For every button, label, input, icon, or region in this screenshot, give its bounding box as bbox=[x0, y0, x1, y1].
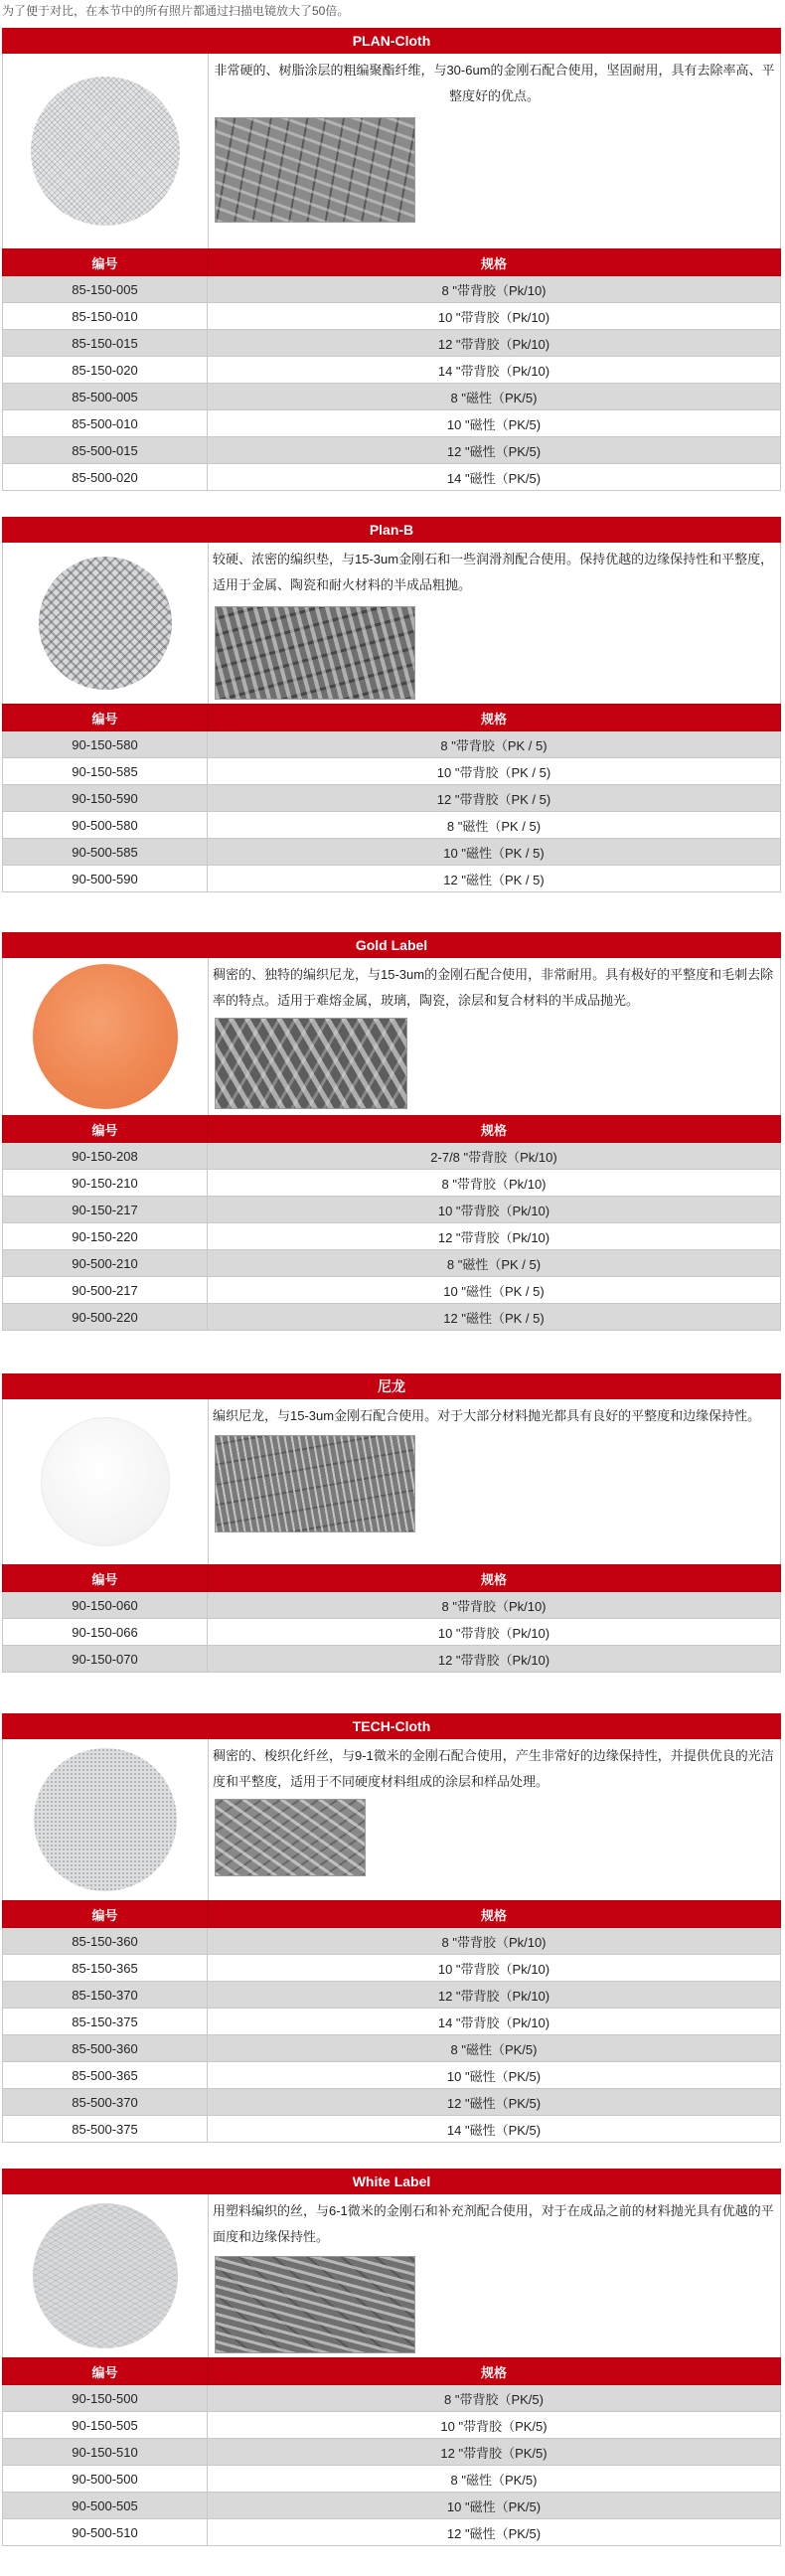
product-spec: 10 "磁性（PK/5) bbox=[208, 2062, 781, 2089]
table-row bbox=[3, 1619, 781, 1646]
product-spec: 8 "带背胶（PK / 5) bbox=[208, 731, 781, 758]
table-row bbox=[3, 866, 781, 892]
product-spec: 10 "带背胶（Pk/10) bbox=[208, 1197, 781, 1223]
product-description-cell bbox=[209, 1399, 780, 1564]
table-row bbox=[3, 2009, 781, 2035]
table-row bbox=[3, 1304, 781, 1331]
table-row bbox=[3, 2412, 781, 2439]
product-spec: 8 "带背胶（Pk/10) bbox=[208, 1928, 781, 1955]
sem-micrograph bbox=[215, 117, 415, 223]
table-row bbox=[3, 384, 781, 410]
product-code: 85-150-005 bbox=[3, 276, 208, 303]
product-description: 编织尼龙，与15-3um金刚石配合使用。对于大部分材料抛光都具有良好的平整度和边缘保持性。 bbox=[213, 1408, 761, 1423]
polishing-pad-image bbox=[39, 557, 172, 690]
table-row bbox=[3, 1223, 781, 1250]
product-title: White Label bbox=[2, 2169, 781, 2194]
product-image-cell bbox=[3, 543, 209, 704]
table-row bbox=[3, 1143, 781, 1170]
polishing-pad-image bbox=[33, 964, 178, 1109]
product-code: 90-500-500 bbox=[3, 2466, 208, 2493]
table-row bbox=[3, 330, 781, 357]
table-row bbox=[3, 2439, 781, 2466]
product-spec: 8 "带背胶（PK/5) bbox=[208, 2385, 781, 2412]
table-row bbox=[3, 2385, 781, 2412]
product-header bbox=[2, 543, 781, 704]
product-header bbox=[2, 2194, 781, 2357]
product-description: 稠密的、梭织化纤丝，与9-1微米的金刚石配合使用，产生非常好的边缘保持性，并提供优良的光洁度和平整度，适用于不同硬度材料组成的涂层和样品处理。 bbox=[213, 1748, 774, 1789]
product-code: 90-150-590 bbox=[3, 785, 208, 812]
product-title: 尼龙 bbox=[2, 1373, 781, 1399]
product-card bbox=[2, 2169, 781, 2546]
table-row bbox=[3, 437, 781, 464]
spec-header: 规格 bbox=[208, 1901, 781, 1928]
spec-header: 规格 bbox=[208, 705, 781, 731]
product-description: 用塑料编织的丝，与6-1微米的金刚石和补充剂配合使用，对于在成品之前的材料抛光具有优越的平面度和边缘保持性。 bbox=[213, 2203, 774, 2244]
table-row bbox=[3, 2466, 781, 2493]
product-spec: 8 "磁性（PK / 5) bbox=[208, 812, 781, 839]
product-code: 90-500-505 bbox=[3, 2493, 208, 2519]
sem-micrograph bbox=[215, 1799, 366, 1876]
code-header: 编号 bbox=[3, 1901, 208, 1928]
sem-micrograph bbox=[215, 1018, 407, 1109]
code-header: 编号 bbox=[3, 1116, 208, 1143]
product-spec: 10 "磁性（PK/5) bbox=[208, 410, 781, 437]
code-header: 编号 bbox=[3, 1565, 208, 1592]
product-code: 90-150-060 bbox=[3, 1592, 208, 1619]
product-description-cell bbox=[209, 958, 780, 1115]
sem-micrograph bbox=[215, 2256, 415, 2353]
product-spec: 8 "带背胶（Pk/10) bbox=[208, 276, 781, 303]
product-description: 非常硬的、树脂涂层的粗编聚酯纤维，与30-6um的金刚石配合使用，坚固耐用，具有去除率高、平整度好的优点。 bbox=[214, 63, 775, 103]
product-header bbox=[2, 54, 781, 248]
product-title: TECH-Cloth bbox=[2, 1713, 781, 1739]
product-spec: 8 "磁性（PK / 5) bbox=[208, 1250, 781, 1277]
product-code: 90-500-510 bbox=[3, 2519, 208, 2546]
product-spec: 8 "磁性（PK/5) bbox=[208, 2035, 781, 2062]
product-spec: 12 "带背胶（Pk/10) bbox=[208, 1646, 781, 1673]
sem-micrograph bbox=[215, 606, 415, 700]
polishing-pad-image bbox=[33, 2203, 178, 2348]
product-spec: 12 "磁性（PK/5) bbox=[208, 2519, 781, 2546]
code-header: 编号 bbox=[3, 2358, 208, 2385]
product-spec: 12 "带背胶（Pk/10) bbox=[208, 1223, 781, 1250]
product-code: 90-150-500 bbox=[3, 2385, 208, 2412]
spec-header: 规格 bbox=[208, 249, 781, 276]
spec-table bbox=[2, 2357, 781, 2546]
product-spec: 14 "磁性（PK/5) bbox=[208, 2116, 781, 2143]
spec-table bbox=[2, 1115, 781, 1331]
table-row bbox=[3, 1197, 781, 1223]
product-spec: 12 "带背胶（Pk/10) bbox=[208, 330, 781, 357]
product-code: 90-500-585 bbox=[3, 839, 208, 866]
product-image-cell bbox=[3, 2194, 209, 2357]
intro-note: 为了便于对比，在本节中的所有照片都通过扫描电镜放大了50倍。 bbox=[2, 4, 350, 18]
code-header: 编号 bbox=[3, 705, 208, 731]
product-code: 90-150-070 bbox=[3, 1646, 208, 1673]
product-code: 90-500-590 bbox=[3, 866, 208, 892]
table-row bbox=[3, 303, 781, 330]
product-spec: 8 "磁性（PK/5) bbox=[208, 2466, 781, 2493]
product-description-cell bbox=[209, 543, 780, 704]
table-row bbox=[3, 1982, 781, 2009]
product-code: 85-150-010 bbox=[3, 303, 208, 330]
product-spec: 10 "带背胶（Pk/10) bbox=[208, 1619, 781, 1646]
product-code: 85-150-370 bbox=[3, 1982, 208, 2009]
product-description: 稠密的、独特的编织尼龙，与15-3um的金刚石配合使用，非常耐用。具有极好的平整度和毛刺去除率的特点。适用于难熔金属，玻璃，陶瓷，涂层和复合材料的半成品抛光。 bbox=[213, 967, 774, 1008]
product-header bbox=[2, 1399, 781, 1564]
product-card bbox=[2, 932, 781, 1331]
product-card bbox=[2, 1373, 781, 1673]
product-card bbox=[2, 1713, 781, 2143]
product-code: 85-500-005 bbox=[3, 384, 208, 410]
product-code: 90-500-210 bbox=[3, 1250, 208, 1277]
table-row bbox=[3, 1592, 781, 1619]
product-code: 85-500-015 bbox=[3, 437, 208, 464]
spec-header: 规格 bbox=[208, 1116, 781, 1143]
product-image-cell bbox=[3, 958, 209, 1115]
product-title: Plan-B bbox=[2, 517, 781, 543]
product-description-cell bbox=[209, 54, 780, 248]
product-code: 90-500-220 bbox=[3, 1304, 208, 1331]
product-code: 85-500-010 bbox=[3, 410, 208, 437]
product-spec: 10 "磁性（PK / 5) bbox=[208, 1277, 781, 1304]
product-code: 90-150-210 bbox=[3, 1170, 208, 1197]
product-spec: 10 "带背胶（Pk/10) bbox=[208, 303, 781, 330]
table-row bbox=[3, 2062, 781, 2089]
table-row bbox=[3, 410, 781, 437]
product-spec: 12 "磁性（PK / 5) bbox=[208, 1304, 781, 1331]
code-header: 编号 bbox=[3, 249, 208, 276]
table-row bbox=[3, 785, 781, 812]
product-code: 90-500-217 bbox=[3, 1277, 208, 1304]
table-row bbox=[3, 1170, 781, 1197]
product-header bbox=[2, 958, 781, 1115]
product-code: 90-150-220 bbox=[3, 1223, 208, 1250]
product-code: 85-500-365 bbox=[3, 2062, 208, 2089]
table-row bbox=[3, 357, 781, 384]
table-row bbox=[3, 2035, 781, 2062]
product-spec: 2-7/8 "带背胶（Pk/10) bbox=[208, 1143, 781, 1170]
table-row bbox=[3, 2116, 781, 2143]
product-code: 85-150-375 bbox=[3, 2009, 208, 2035]
table-row bbox=[3, 839, 781, 866]
product-spec: 8 "带背胶（Pk/10) bbox=[208, 1592, 781, 1619]
product-code: 85-500-020 bbox=[3, 464, 208, 491]
product-code: 85-500-370 bbox=[3, 2089, 208, 2116]
product-spec: 10 "带背胶（PK / 5) bbox=[208, 758, 781, 785]
product-code: 85-500-375 bbox=[3, 2116, 208, 2143]
table-row bbox=[3, 2089, 781, 2116]
product-code: 85-150-365 bbox=[3, 1955, 208, 1982]
sem-micrograph bbox=[215, 1435, 415, 1532]
product-spec: 10 "磁性（PK/5) bbox=[208, 2493, 781, 2519]
product-spec: 12 "磁性（PK/5) bbox=[208, 437, 781, 464]
product-image-cell bbox=[3, 1739, 209, 1900]
product-description: 较硬、浓密的编织垫，与15-3um金刚石和一些润滑剂配合使用。保持优越的边缘保持性和平整度，适用于金属、陶瓷和耐火材料的半成品粗抛。 bbox=[213, 552, 774, 592]
product-code: 85-150-360 bbox=[3, 1928, 208, 1955]
product-spec: 14 "磁性（PK/5) bbox=[208, 464, 781, 491]
product-card bbox=[2, 28, 781, 491]
product-code: 90-150-585 bbox=[3, 758, 208, 785]
product-spec: 12 "带背胶（PK / 5) bbox=[208, 785, 781, 812]
product-image-cell bbox=[3, 1399, 209, 1564]
spec-table bbox=[2, 1900, 781, 2143]
spec-header: 规格 bbox=[208, 1565, 781, 1592]
table-row bbox=[3, 812, 781, 839]
product-spec: 10 "带背胶（PK/5) bbox=[208, 2412, 781, 2439]
product-spec: 14 "带背胶（Pk/10) bbox=[208, 357, 781, 384]
spec-header: 规格 bbox=[208, 2358, 781, 2385]
product-spec: 12 "磁性（PK / 5) bbox=[208, 866, 781, 892]
table-row bbox=[3, 2493, 781, 2519]
product-title: PLAN-Cloth bbox=[2, 28, 781, 54]
product-code: 90-150-066 bbox=[3, 1619, 208, 1646]
table-row bbox=[3, 276, 781, 303]
product-spec: 12 "带背胶（Pk/10) bbox=[208, 1982, 781, 2009]
product-code: 90-150-505 bbox=[3, 2412, 208, 2439]
product-code: 85-150-015 bbox=[3, 330, 208, 357]
polishing-pad-image bbox=[31, 77, 180, 226]
product-code: 90-150-510 bbox=[3, 2439, 208, 2466]
table-row bbox=[3, 2519, 781, 2546]
product-code: 85-500-360 bbox=[3, 2035, 208, 2062]
polishing-pad-image bbox=[34, 1748, 177, 1891]
table-row bbox=[3, 1955, 781, 1982]
product-title: Gold Label bbox=[2, 932, 781, 958]
product-spec: 10 "带背胶（Pk/10) bbox=[208, 1955, 781, 1982]
table-row bbox=[3, 1250, 781, 1277]
product-image-cell bbox=[3, 54, 209, 248]
product-spec: 12 "带背胶（PK/5) bbox=[208, 2439, 781, 2466]
product-code: 90-150-217 bbox=[3, 1197, 208, 1223]
spec-table bbox=[2, 1564, 781, 1673]
product-spec: 8 "磁性（PK/5) bbox=[208, 384, 781, 410]
product-spec: 8 "带背胶（Pk/10) bbox=[208, 1170, 781, 1197]
product-description-cell bbox=[209, 2194, 780, 2357]
product-spec: 10 "磁性（PK / 5) bbox=[208, 839, 781, 866]
product-code: 90-500-580 bbox=[3, 812, 208, 839]
table-row bbox=[3, 1277, 781, 1304]
table-row bbox=[3, 758, 781, 785]
spec-table bbox=[2, 248, 781, 491]
product-code: 90-150-208 bbox=[3, 1143, 208, 1170]
product-spec: 14 "带背胶（Pk/10) bbox=[208, 2009, 781, 2035]
spec-table bbox=[2, 704, 781, 892]
table-row bbox=[3, 1928, 781, 1955]
product-code: 85-150-020 bbox=[3, 357, 208, 384]
table-row bbox=[3, 731, 781, 758]
table-row bbox=[3, 464, 781, 491]
polishing-pad-image bbox=[41, 1417, 170, 1546]
product-card bbox=[2, 517, 781, 892]
product-spec: 12 "磁性（PK/5) bbox=[208, 2089, 781, 2116]
product-description-cell bbox=[209, 1739, 780, 1900]
product-code: 90-150-580 bbox=[3, 731, 208, 758]
table-row bbox=[3, 1646, 781, 1673]
product-header bbox=[2, 1739, 781, 1900]
